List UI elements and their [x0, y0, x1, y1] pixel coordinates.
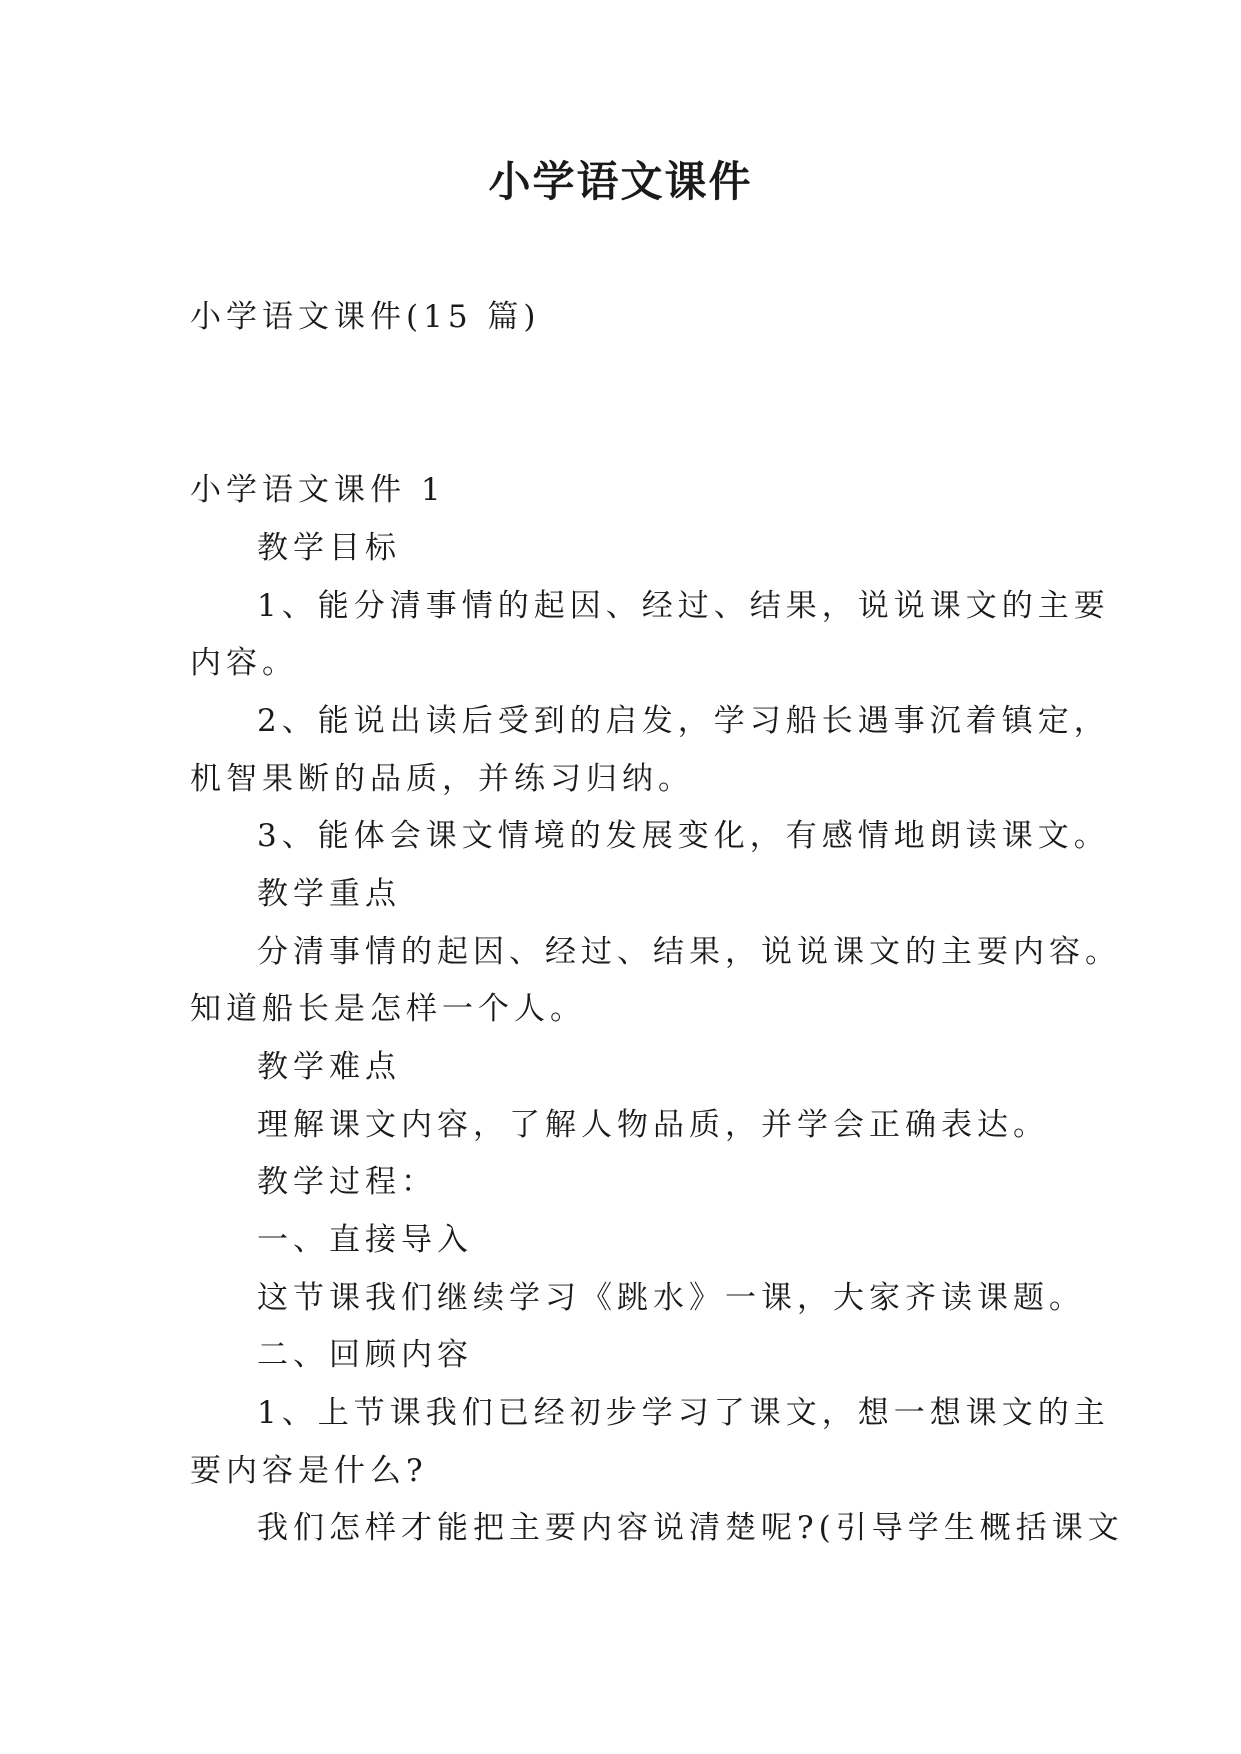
document-subtitle: 小学语文课件(15 篇) [190, 299, 541, 335]
step-heading: 一、直接导入 [257, 1222, 473, 1258]
paragraph-line: 内容。 [190, 645, 298, 681]
paragraph-line: 2、能说出读后受到的启发，学习船长遇事沉着镇定， [257, 703, 1110, 739]
paragraph-line: 1、上节课我们已经初步学习了课文，想一想课文的主 [257, 1395, 1110, 1431]
heading-key-points: 教学重点 [257, 876, 401, 912]
document-title: 小学语文课件 [488, 157, 753, 206]
paragraph-line: 我们怎样才能把主要内容说清楚呢?(引导学生概括课文 [257, 1510, 1124, 1546]
heading-teaching-goals: 教学目标 [257, 530, 401, 566]
paragraph-line: 分清事情的起因、经过、结果，说说课文的主要内容。 [257, 934, 1121, 970]
paragraph-line: 要内容是什么? [190, 1453, 428, 1489]
paragraph-line: 3、能体会课文情境的发展变化，有感情地朗读课文。 [257, 818, 1110, 854]
heading-process: 教学过程： [257, 1164, 437, 1200]
section-heading: 小学语文课件 1 [190, 472, 446, 508]
paragraph-line: 1、能分清事情的起因、经过、结果，说说课文的主要 [257, 588, 1110, 624]
heading-difficulties: 教学难点 [257, 1049, 401, 1085]
paragraph-line: 机智果断的品质，并练习归纳。 [190, 761, 694, 797]
step-heading: 二、回顾内容 [257, 1337, 473, 1373]
paragraph-line: 这节课我们继续学习《跳水》一课，大家齐读课题。 [257, 1280, 1085, 1316]
paragraph-line: 理解课文内容，了解人物品质，并学会正确表达。 [257, 1107, 1049, 1143]
paragraph-line: 知道船长是怎样一个人。 [190, 991, 586, 1027]
